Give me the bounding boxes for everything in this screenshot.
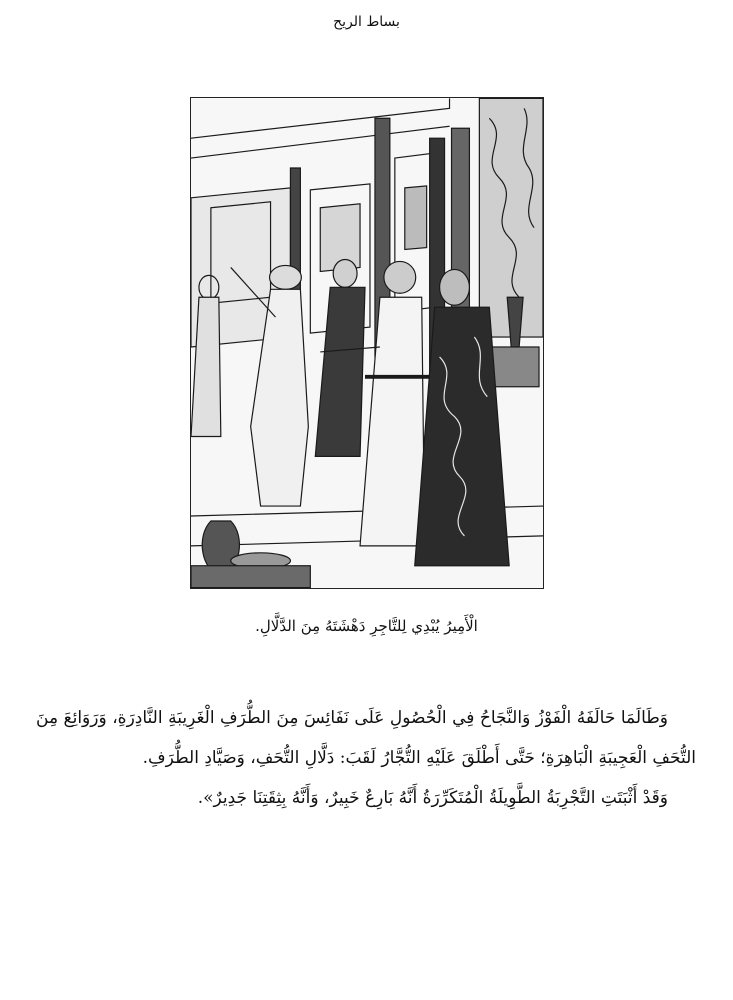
running-head: بساط الريح	[333, 14, 400, 30]
illustration-drawing	[191, 98, 543, 588]
illustration-merchants	[190, 97, 544, 589]
paragraph: وَقَدْ أَثْبَتَتِ التَّجْرِبَةُ الطَّوِيلَةُ الْمُتَكَرِّرَةُ أَنَّهُ بَارِعٌ خَبِيرٌ، وَأَنَّهُ بِثِقَتِنَا جَدِيرٌ».	[197, 788, 668, 808]
body-text	[36, 698, 696, 818]
paragraph: وَطَالَمَا حَالَفَهُ الْفَوْزُ وَالنَّجَاحُ فِي الْحُصُولِ عَلَى نَفَائِسَ مِنَ الطُّرَفِ الْغَرِيبَةِ النَّادِرَةِ، وَرَوَائِعَ مِنَ التُّحَفِ الْعَجِيبَةِ الْبَاهِرَةِ؛ حَتَّى أَطْلَقَ عَلَيْهِ التُّجَّارُ لَقَبَ: دَلَّالِ التُّحَفِ، وَصَيَّادِ الطُّرَفِ.	[36, 708, 696, 768]
illustration-caption: الْأَمِيرُ يُبْدِي لِلتَّاجِرِ دَهْشَتَهُ مِنَ الدَّلَّالِ.	[255, 617, 478, 635]
